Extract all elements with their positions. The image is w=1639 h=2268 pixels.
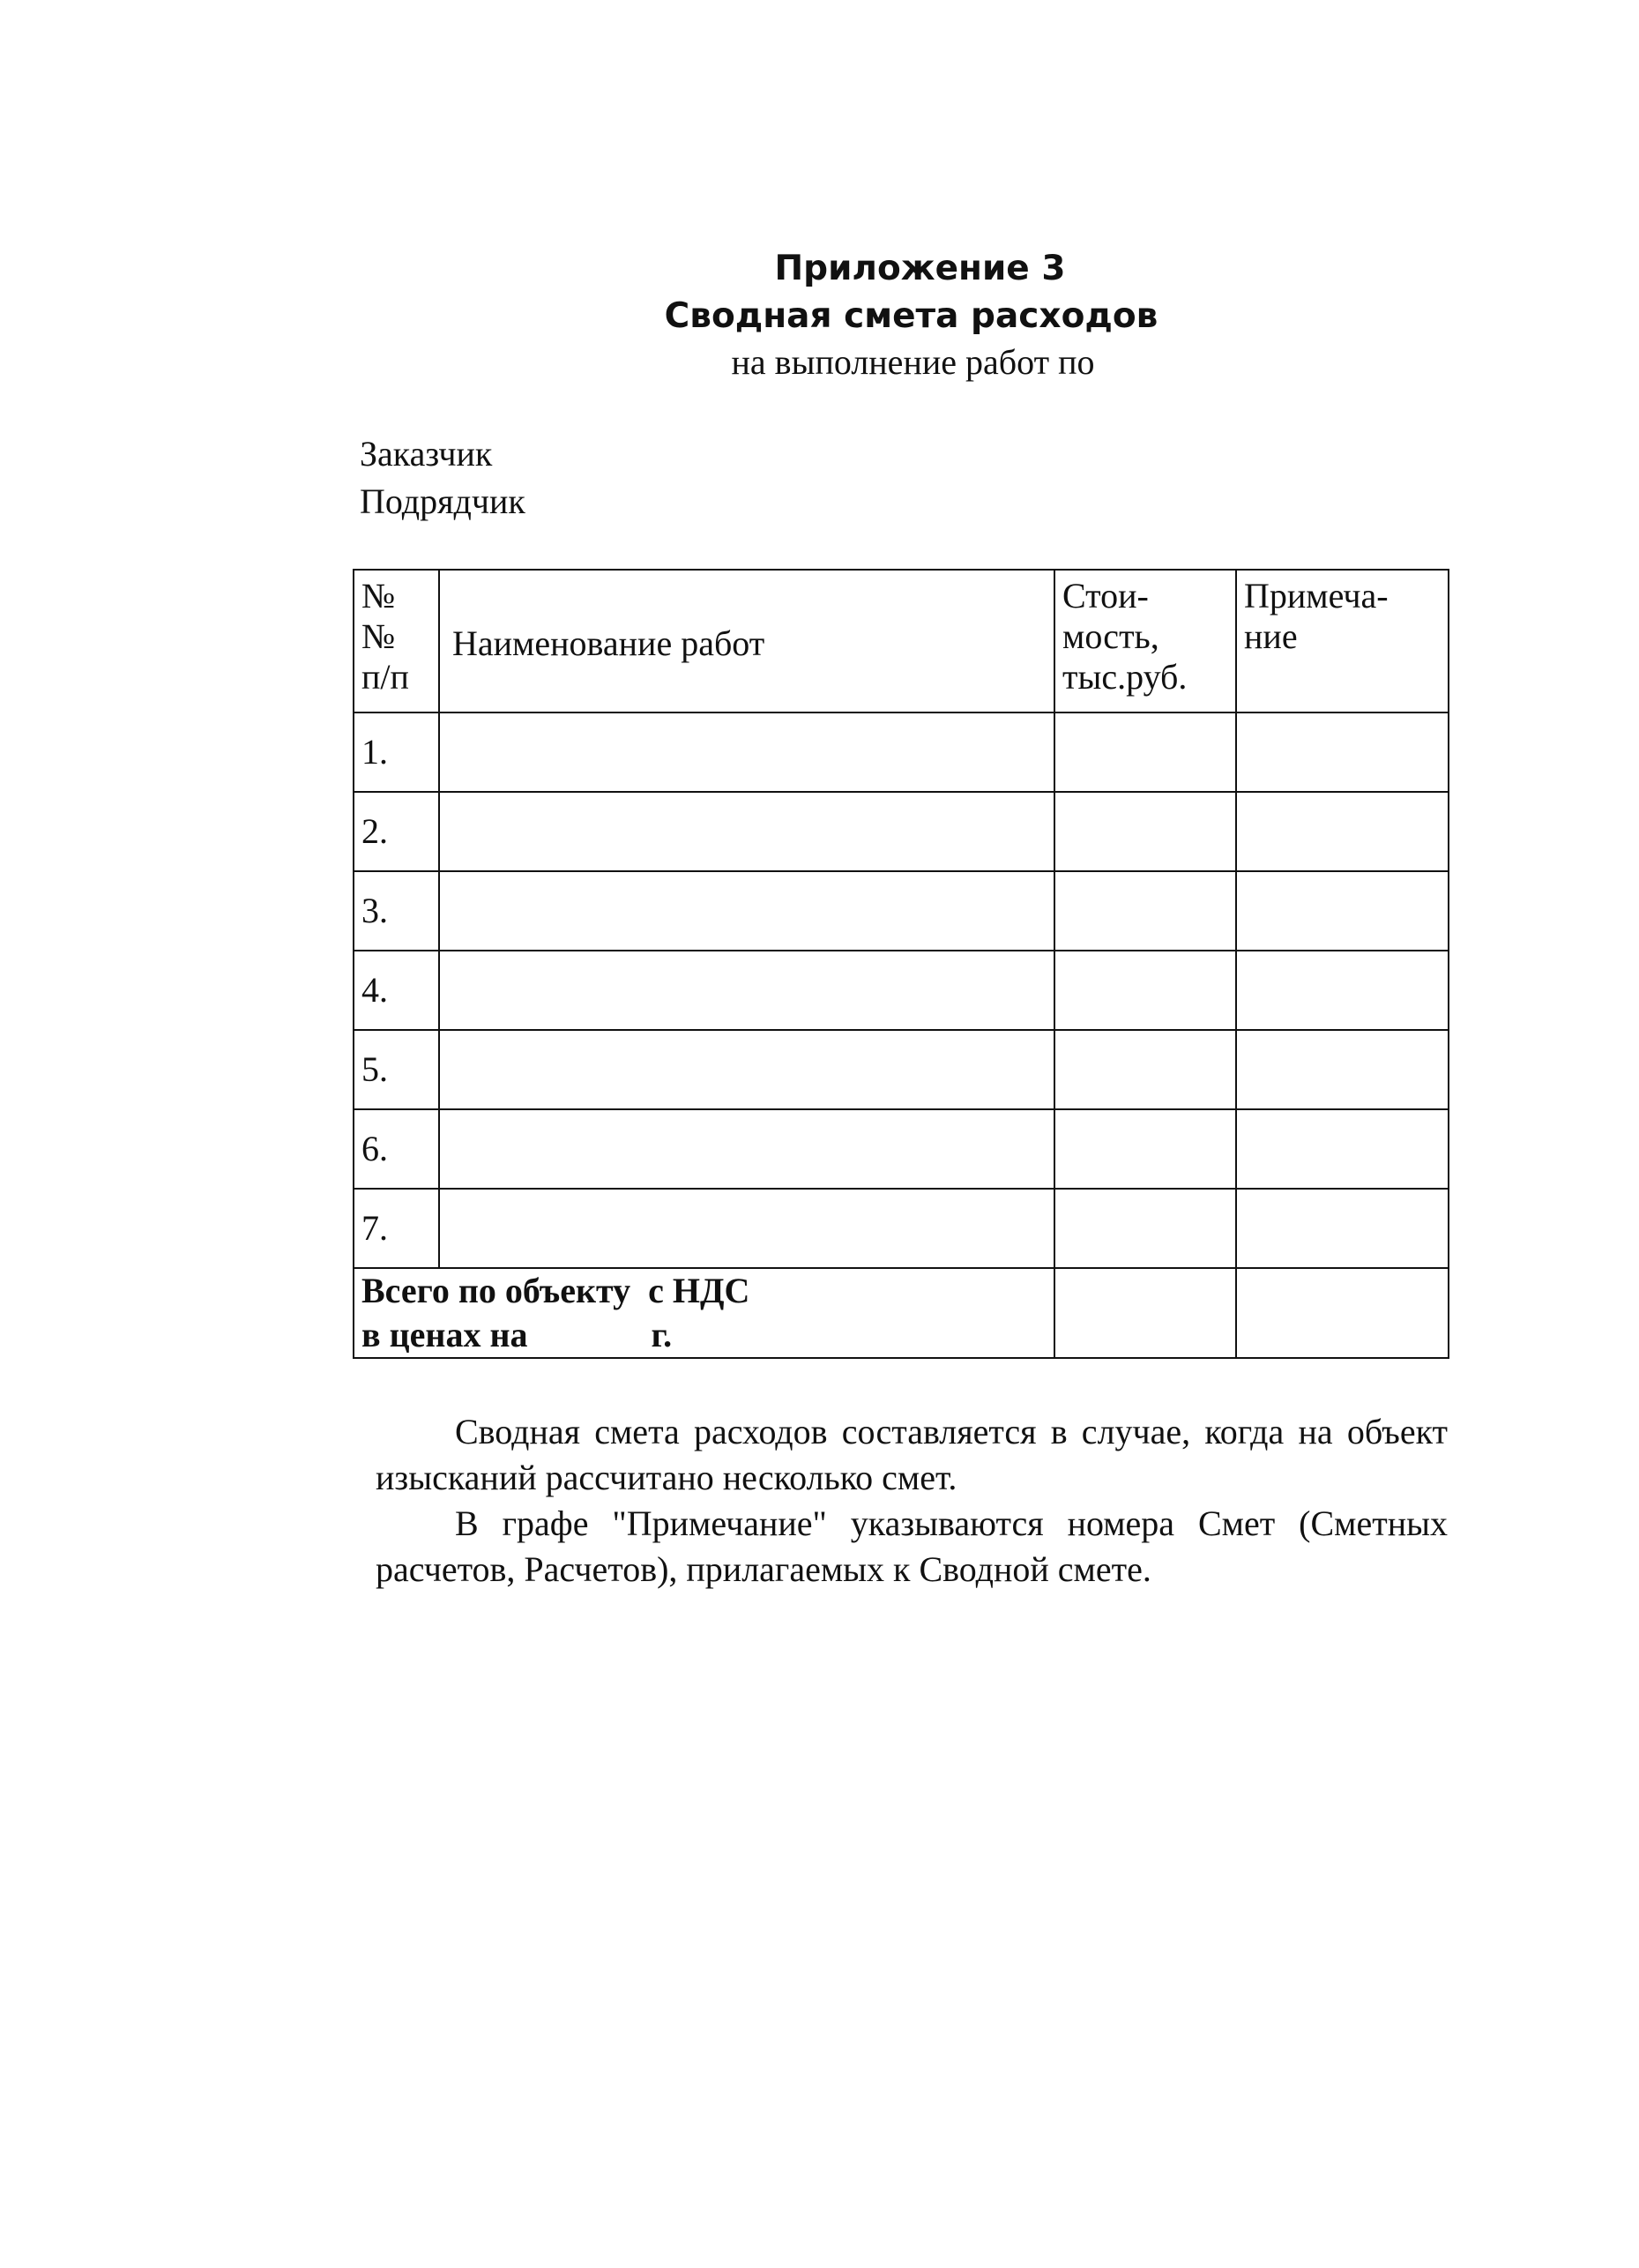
row-note-cell	[1236, 1189, 1449, 1268]
estimate-table	[353, 569, 1449, 1359]
row-name-cell	[439, 951, 1054, 1030]
column-header-cost-line1: Стои-	[1062, 576, 1149, 615]
table-header-row	[354, 570, 1449, 712]
row-number: 4.	[354, 951, 439, 1030]
row-name-cell	[439, 792, 1054, 871]
row-number: 7.	[354, 1189, 439, 1268]
table-total-row	[354, 1268, 1449, 1358]
column-header-cost-line3: тыс.руб.	[1062, 657, 1188, 697]
table-row	[354, 871, 1449, 951]
row-number: 3.	[354, 871, 439, 951]
row-note-cell	[1236, 951, 1449, 1030]
row-cost-cell	[1054, 712, 1236, 792]
column-header-note-line1: Примеча-	[1244, 576, 1389, 615]
total-label-line1: Всего по объекту с НДС	[361, 1271, 750, 1310]
row-cost-cell	[1054, 792, 1236, 871]
total-label-cell	[354, 1268, 1054, 1358]
row-cost-cell	[1054, 1189, 1236, 1268]
table-row	[354, 951, 1449, 1030]
row-number: 5.	[354, 1030, 439, 1109]
row-note-cell	[1236, 792, 1449, 871]
row-name-cell	[439, 712, 1054, 792]
row-name-cell	[439, 1030, 1054, 1109]
note-paragraph-1	[376, 1409, 1448, 1501]
row-name-cell	[439, 871, 1054, 951]
table-row	[354, 1109, 1449, 1189]
column-header-number-line1: №	[361, 576, 396, 615]
page-title: Сводная смета расходов	[664, 296, 1158, 336]
table-row	[354, 792, 1449, 871]
row-number: 1.	[354, 712, 439, 792]
row-name-cell	[439, 1109, 1054, 1189]
total-cost-cell	[1054, 1268, 1236, 1358]
column-header-note-line2: ние	[1244, 616, 1298, 656]
row-note-cell	[1236, 871, 1449, 951]
total-note-cell	[1236, 1268, 1449, 1358]
column-header-name: Наименование работ	[439, 570, 1054, 712]
note-paragraph-2-text: В графе "Примечание" указываются номера Смет (Сметных расчетов, Расчетов), прилагаемых к Сводной смете.	[376, 1503, 1448, 1589]
row-cost-cell	[1054, 951, 1236, 1030]
row-note-cell	[1236, 1109, 1449, 1189]
table-row	[354, 712, 1449, 792]
note-paragraph-1-text: Сводная смета расходов составляется в случае, когда на объект изысканий рассчитано несколько смет.	[376, 1412, 1448, 1497]
note-paragraph-2	[376, 1501, 1448, 1593]
column-header-cost-line2: мость,	[1062, 616, 1159, 656]
contractor-label: Подрядчик	[360, 481, 525, 521]
row-number: 6.	[354, 1109, 439, 1189]
row-cost-cell	[1054, 871, 1236, 951]
row-number: 2.	[354, 792, 439, 871]
row-cost-cell	[1054, 1109, 1236, 1189]
table-row	[354, 1189, 1449, 1268]
table-row	[354, 1030, 1449, 1109]
row-cost-cell	[1054, 1030, 1236, 1109]
column-header-cost	[1054, 570, 1236, 712]
row-name-cell	[439, 1189, 1054, 1268]
customer-label: Заказчик	[360, 434, 493, 474]
column-header-note	[1236, 570, 1449, 712]
column-header-number	[354, 570, 439, 712]
column-header-number-line3: п/п	[361, 657, 409, 697]
column-header-number-line2: №	[361, 616, 396, 656]
page-subtitle: на выполнение работ по	[731, 342, 1095, 382]
row-note-cell	[1236, 1030, 1449, 1109]
row-note-cell	[1236, 712, 1449, 792]
appendix-label: Приложение 3	[774, 249, 1066, 288]
total-label-line2: в ценах на г.	[361, 1315, 673, 1354]
